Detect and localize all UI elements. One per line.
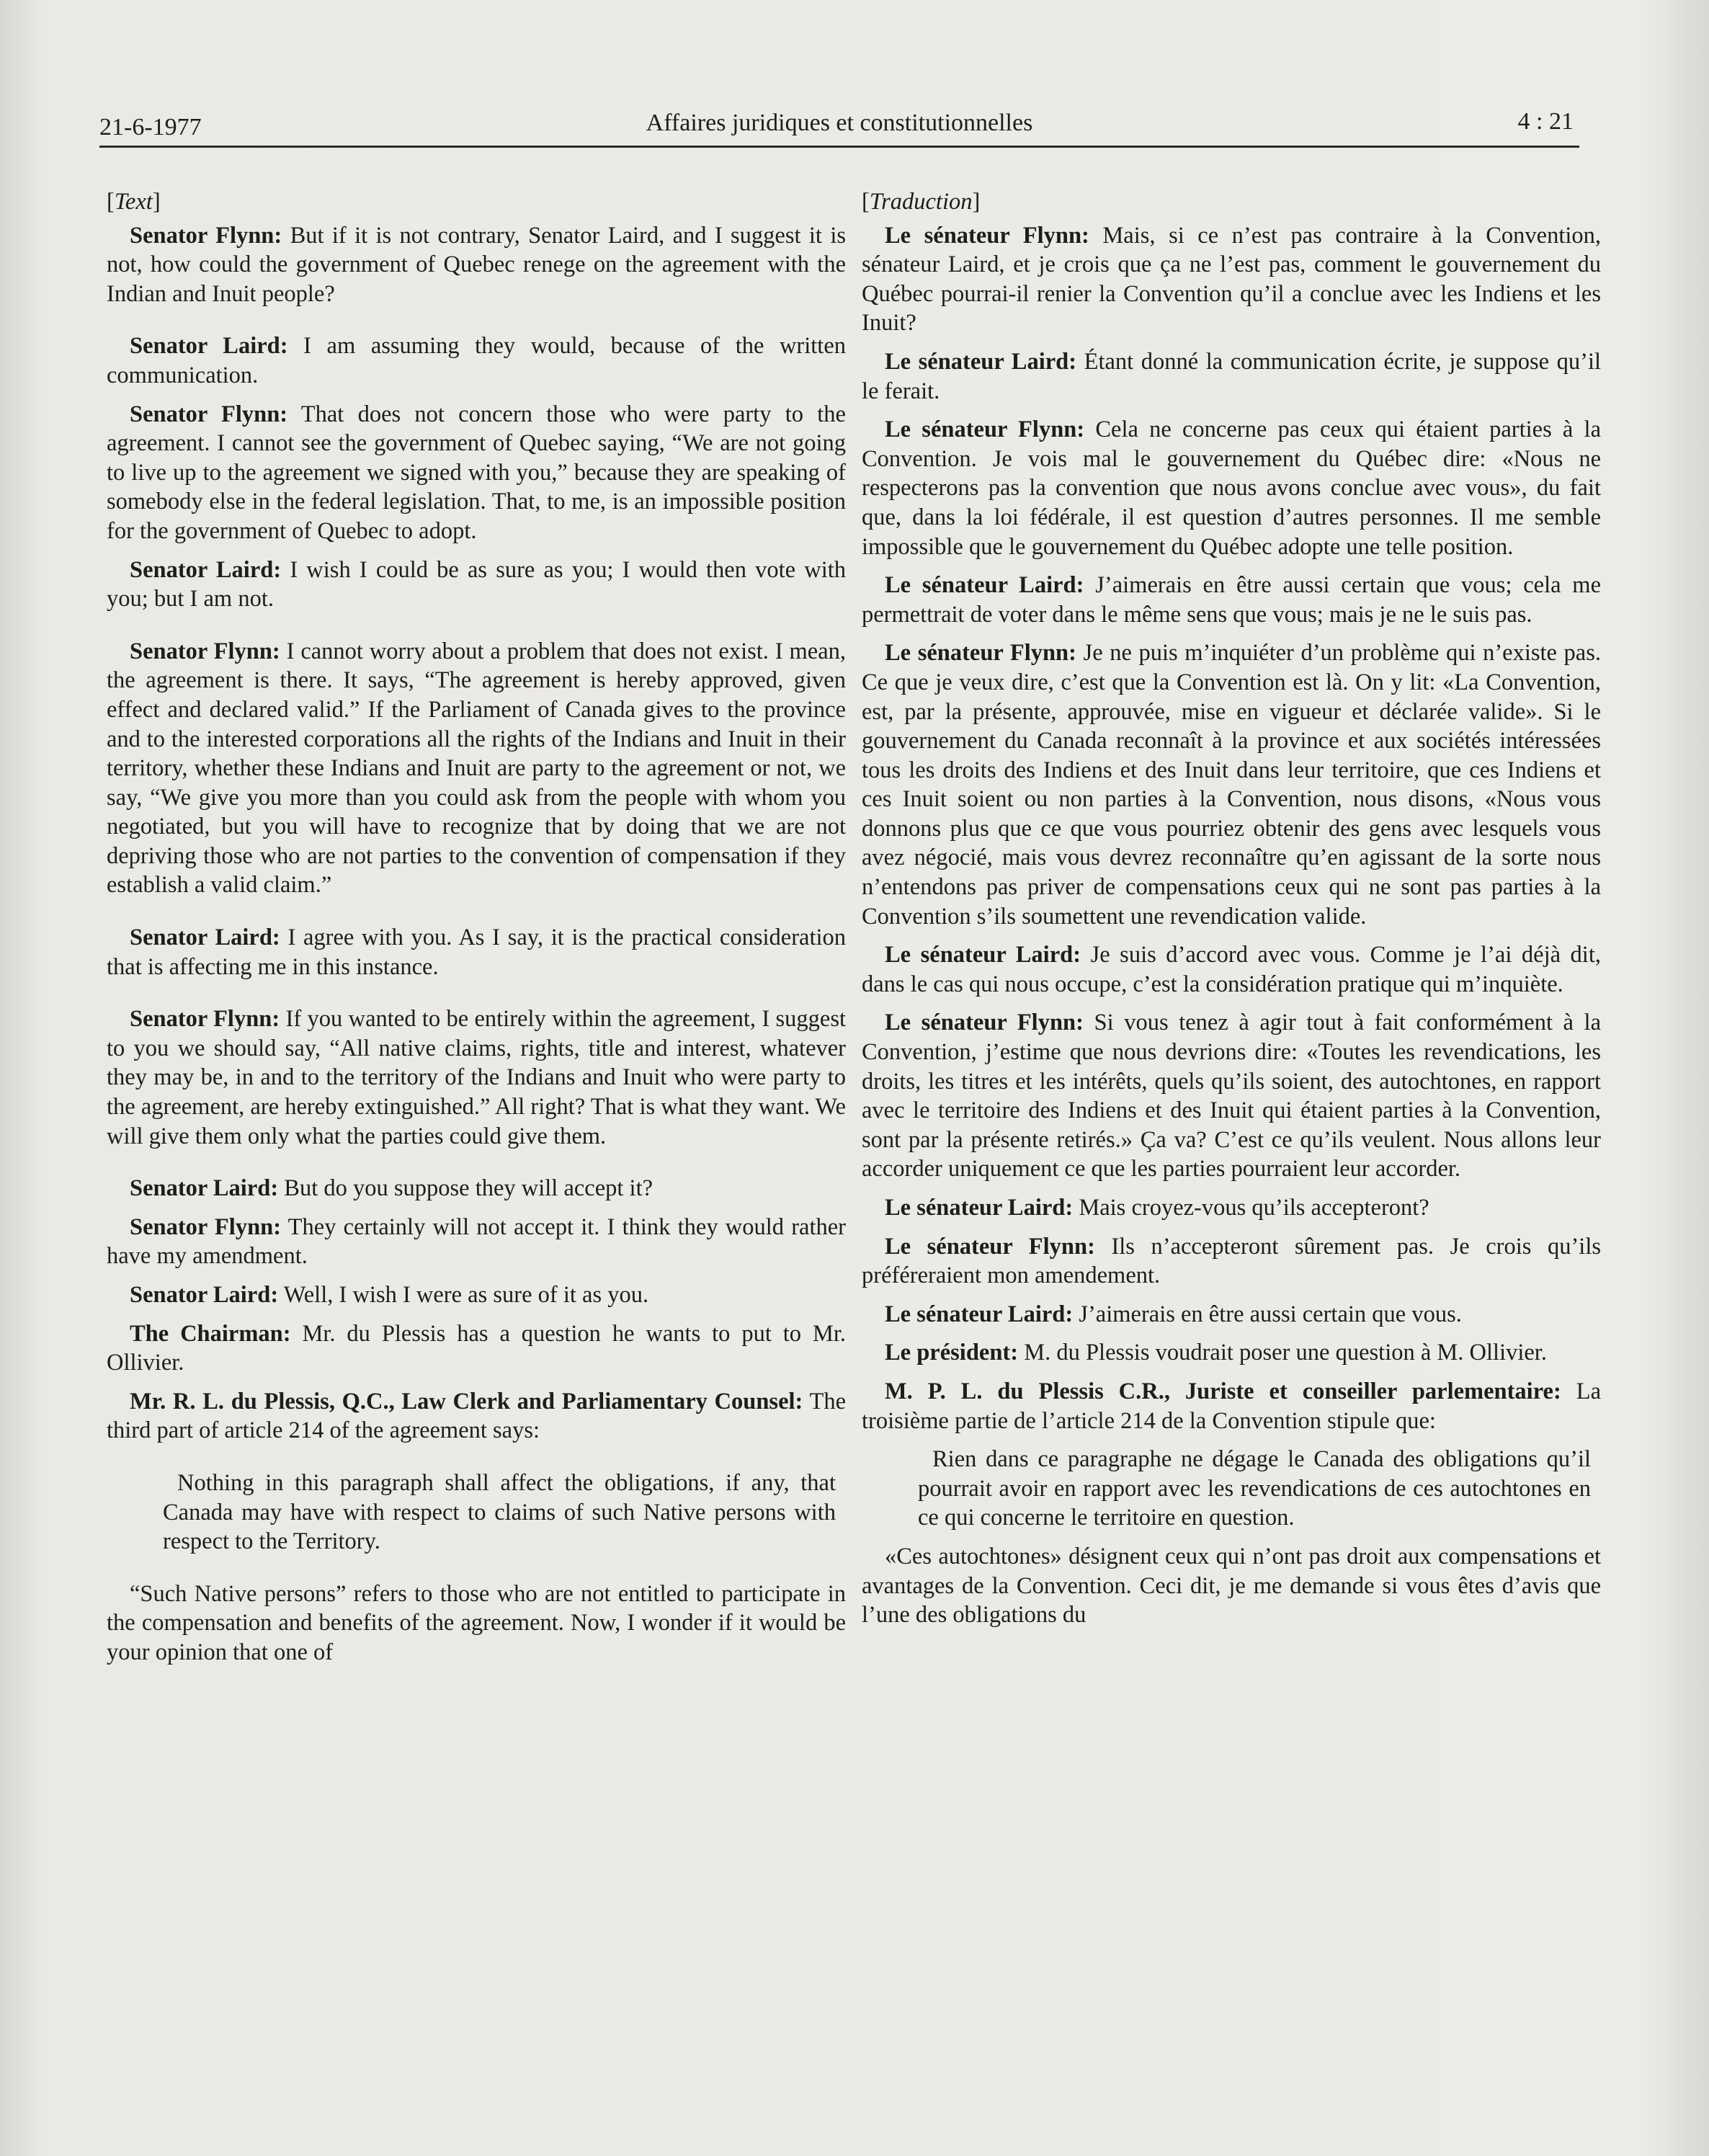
speech-paragraph bbox=[862, 415, 1601, 561]
speaker-name: Le sénateur Laird: bbox=[885, 348, 1077, 375]
speaker-name: Senator Laird: bbox=[130, 925, 280, 951]
speaker-name: Senator Flynn: bbox=[130, 222, 282, 249]
speech-text: I cannot worry about a problem that does not exist. I mean, the agreement is there. It says, “The agreement is hereby approved, given effect and declared valid.” If the Parliament of Canada gives to the province and to the interested corporations all the rights of the Indians and Inuit in their territory, whether these Indians and Inuit are party to the agreement or not, we say, “We give you more than you could ask from the people with whom you negotiated, but you will have to recognize that by doing that we are not depriving those who are not parties to the convention of compensation if they establish a valid claim.” bbox=[107, 638, 847, 899]
speaker-name: M. P. L. du Plessis C.R., Juriste et conseiller parlementaire: bbox=[885, 1378, 1561, 1404]
speech-text: J’aimerais en être aussi certain que vous. bbox=[1079, 1301, 1462, 1327]
speech-paragraph bbox=[862, 1377, 1601, 1435]
speaker-name: Senator Laird: bbox=[130, 556, 282, 583]
french-column bbox=[862, 173, 1601, 1639]
speech-text: But do you suppose they will accept it? bbox=[284, 1175, 653, 1202]
speech-text: Mais, si ce n’est pas contraire à la Convention, sénateur Laird, et je crois que ça ne l’est pas, comment le gouvernement du Québec pourrai-il renier la Convention qu’il a conclue avec les Indiens et les Inuit? bbox=[862, 222, 1602, 337]
speaker-name: Le sénateur Flynn: bbox=[885, 222, 1089, 249]
speaker-name: Senator Laird: bbox=[130, 1175, 279, 1202]
speech-paragraph bbox=[862, 347, 1601, 406]
speech-text: I am assuming they would, because of the written communication. bbox=[107, 333, 847, 388]
language-label: [Traduction] bbox=[862, 189, 981, 215]
speech-text: I wish I could be as sure as you; I would then vote with you; but I am not. bbox=[107, 556, 847, 612]
speech-paragraph bbox=[862, 940, 1601, 999]
speech-paragraph bbox=[862, 571, 1601, 629]
speech-text: Si vous tenez à agir tout à fait conformément à la Convention, j’estime que nous devrions dire: «Toutes les revendications, les droits, les titres et les intérêts, quels qu’ils soient, des autochtones, en rapport avec le territoire des Indiens et des Inuit qui étaient parties à la Convention, sont par la présente retirés.» Ça va? C’est ce qu’ils veulent. Nous allons leur accorder uniquement ce que les parties pourraient leur accorder. bbox=[862, 1010, 1602, 1182]
speech-paragraph bbox=[107, 1387, 846, 1446]
speech-paragraph bbox=[107, 1319, 846, 1378]
speech-paragraph bbox=[862, 638, 1601, 931]
speech-text: That does not concern those who were party to the agreement. I cannot see the government of Quebec saying, “We are not going to live up to the agreement we signed with you,” because they are speaking of somebody else in the federal legislation. That, to me, is an impossible position for the government of Quebec to adopt. bbox=[107, 401, 846, 544]
speech-paragraph bbox=[862, 1338, 1601, 1368]
speech-text: If you wanted to be entirely within the agreement, I suggest to you we should say, “All native claims, rights, title and interest, whatever they may be, in and to the territory of the Indians and Inuit who were party to the agreement, are hereby extinguished.” All right? That is what they want. We will give them only what the parties could give them. bbox=[107, 1006, 847, 1149]
body-paragraph: «Ces autochtones» désignent ceux qui n’ont pas droit aux compensations et avantages de la Convention. Ceci dit, je me demande si vous êtes d’avis que l’une des obligations du bbox=[862, 1543, 1601, 1629]
speech-text: They certainly will not accept it. I think they would rather have my amendment. bbox=[107, 1213, 847, 1270]
speech-text: Mr. du Plessis has a question he wants to put to Mr. Ollivier. bbox=[107, 1320, 846, 1376]
speech-paragraph bbox=[107, 1280, 846, 1310]
speaker-name: The Chairman: bbox=[130, 1320, 291, 1347]
speaker-name: Le sénateur Flynn: bbox=[885, 1010, 1084, 1036]
header-title: Affaires juridiques et constitutionnelles bbox=[646, 110, 1033, 136]
speech-text: J’aimerais en être aussi certain que vous; cela me permettrait de voter dans le même sens que vous; mais je ne le suis pas. bbox=[862, 572, 1602, 628]
speech-text: Ils n’accepteront sûrement pas. Je crois qu’ils préféreraient mon amendement. bbox=[862, 1233, 1602, 1289]
speaker-name: Senator Laird: bbox=[130, 1282, 279, 1308]
speech-paragraph bbox=[107, 1213, 846, 1271]
speaker-name: Le sénateur Flynn: bbox=[885, 1233, 1095, 1260]
speech-paragraph bbox=[862, 1300, 1601, 1329]
body-paragraph: “Such Native persons” refers to those who are not entitled to participate in the compensation and benefits of the agreement. Now, I wonder if it would be your opinion that one of bbox=[107, 1580, 846, 1665]
speech-paragraph bbox=[107, 1174, 846, 1203]
speech-paragraph bbox=[107, 637, 846, 900]
speech-paragraph bbox=[862, 221, 1601, 338]
page-number: 4 : 21 bbox=[1517, 108, 1574, 135]
speech-text: Étant donné la communication écrite, je suppose qu’il le ferait. bbox=[862, 348, 1601, 404]
speech-text: But if it is not contrary, Senator Laird, and I suggest it is not, how could the government of Quebec renege on the agreement with the Indian and Inuit people? bbox=[107, 222, 846, 307]
speaker-name: Le président: bbox=[885, 1340, 1019, 1366]
speech-paragraph bbox=[107, 221, 846, 309]
speaker-name: Le sénateur Laird: bbox=[885, 942, 1081, 968]
speech-text: La troisième partie de l’article 214 de la Convention stipule que: bbox=[862, 1378, 1602, 1434]
speech-text: Mais croyez-vous qu’ils accepteront? bbox=[1079, 1195, 1429, 1221]
speech-text: Well, I wish I were as sure of it as you. bbox=[283, 1282, 649, 1308]
speaker-name: Senator Flynn: bbox=[130, 638, 280, 664]
page-header bbox=[99, 98, 1579, 148]
speech-paragraph bbox=[862, 1193, 1601, 1223]
speech-paragraph bbox=[107, 331, 846, 390]
speaker-name: Senator Laird: bbox=[130, 333, 288, 360]
speaker-name: Le sénateur Laird: bbox=[885, 572, 1084, 599]
speaker-name: Mr. R. L. du Plessis, Q.C., Law Clerk and Parliamentary Counsel: bbox=[130, 1388, 803, 1415]
english-column bbox=[107, 173, 846, 1677]
speech-text: Je ne puis m’inquiéter d’un problème qui n’existe pas. Ce que je veux dire, c’est que la Convention est là. On y lit: «La Convention, est, par la présente, approuvée, mise en vigueur et déclarée valide». Si le gouvernement du Canada reconnaît à la province et aux sociétés intéressées tous les droits des Indiens et des Inuit dans leur territoire, que ces Indiens et ces Inuit soient ou non parties à la Convention, nous disons, «Nous vous donnons plus que ce que vous pourriez obtenir des gens avec lesquels vous avez négocié, mais vous devrez reconnaître qu’en agissant de la sorte nous n’entendons pas priver de compensations ceux qui ne sont pas parties à la Convention s’ils soumettent une revendication valide. bbox=[862, 640, 1601, 930]
speech-text: Cela ne concerne pas ceux qui étaient parties à la Convention. Je vois mal le gouvernement du Québec dire: «Nous ne respecterons pas la convention que nous avons conclue avec vous», du fait que, dans la loi fédérale, il est question d’autres personnes. Il me semble impossible que le gouvernement du Québec adopte une telle position. bbox=[862, 416, 1601, 560]
speech-text: The third part of article 214 of the agreement says: bbox=[107, 1388, 846, 1444]
speech-paragraph bbox=[862, 1008, 1601, 1184]
speaker-name: Senator Flynn: bbox=[130, 401, 288, 427]
block-quote: Rien dans ce paragraphe ne dégage le Canada des obligations qu’il pourrait avoir en rapport avec les revendications de ces autochtones en ce qui concerne le territoire en question. bbox=[918, 1446, 1591, 1531]
speech-paragraph bbox=[107, 1004, 846, 1151]
speech-paragraph bbox=[107, 923, 846, 981]
speech-text: I agree with you. As I say, it is the practical consideration that is affecting me in this instance. bbox=[107, 925, 847, 980]
speaker-name: Le sénateur Laird: bbox=[885, 1301, 1074, 1327]
speech-paragraph bbox=[862, 1232, 1601, 1291]
language-label: [Text] bbox=[107, 189, 161, 215]
speech-text: M. du Plessis voudrait poser une question à M. Ollivier. bbox=[1024, 1340, 1547, 1366]
speaker-name: Senator Flynn: bbox=[130, 1006, 280, 1033]
speech-text: Je suis d’accord avec vous. Comme je l’ai déjà dit, dans le cas qui nous occupe, c’est la considération pratique qui m’inquiète. bbox=[862, 942, 1601, 997]
speaker-name: Le sénateur Flynn: bbox=[885, 640, 1076, 667]
header-date: 21-6-1977 bbox=[99, 114, 202, 141]
speaker-name: Senator Flynn: bbox=[130, 1213, 282, 1240]
block-quote: Nothing in this paragraph shall affect the obligations, if any, that Canada may have with respect to claims of such Native persons with respect to the Territory. bbox=[163, 1469, 836, 1555]
speaker-name: Le sénateur Laird: bbox=[885, 1195, 1074, 1221]
speech-paragraph bbox=[107, 400, 846, 546]
speech-paragraph bbox=[107, 556, 846, 614]
speaker-name: Le sénateur Flynn: bbox=[885, 416, 1085, 443]
